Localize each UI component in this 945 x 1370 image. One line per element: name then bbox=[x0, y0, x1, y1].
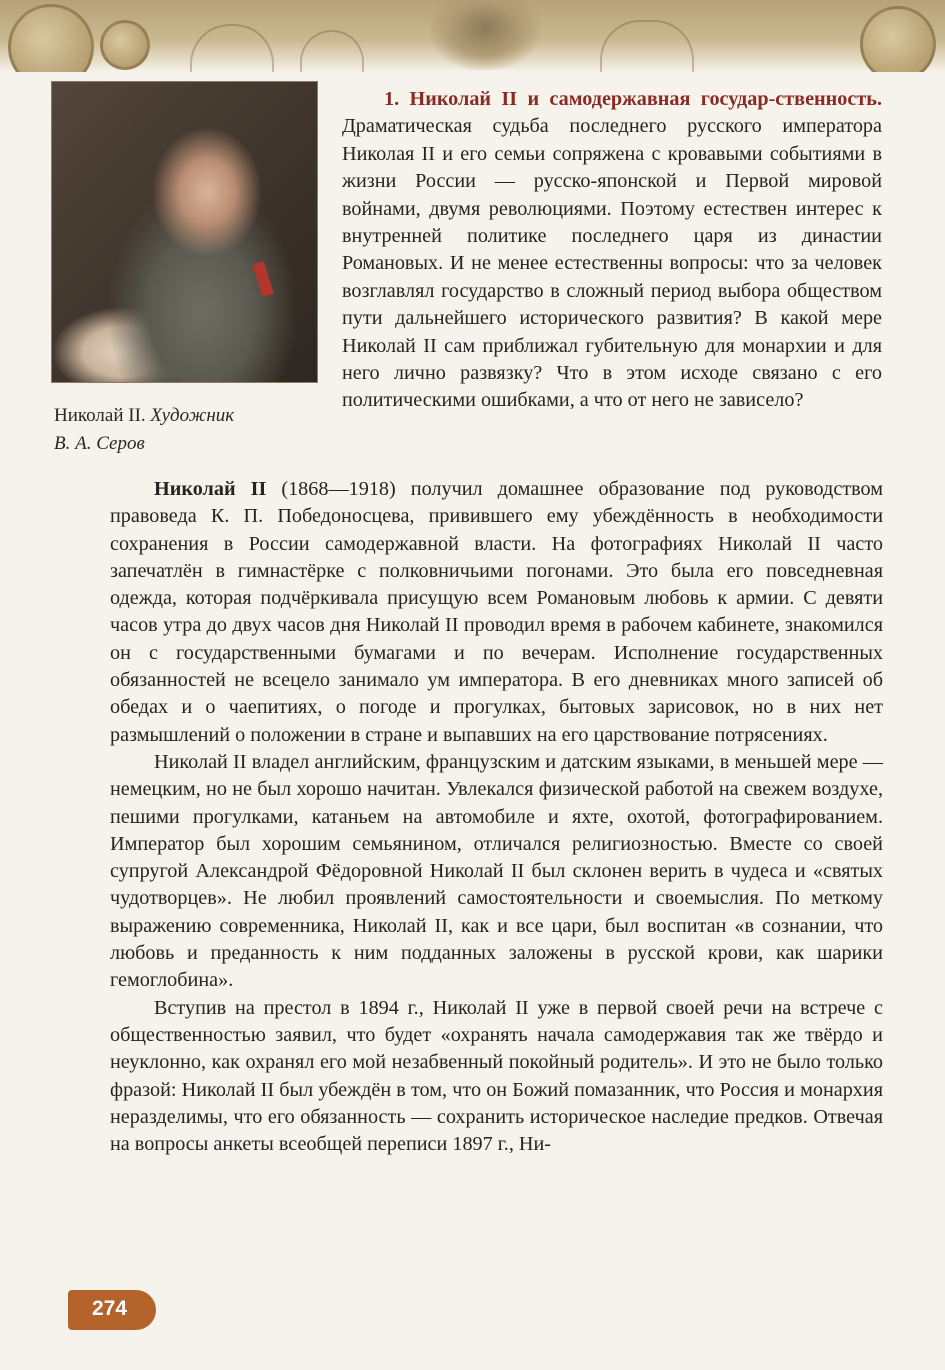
paragraph bbox=[110, 476, 883, 749]
decorative-header-banner bbox=[0, 0, 945, 72]
epaulet-detail bbox=[252, 261, 274, 297]
paragraph bbox=[110, 749, 883, 995]
arch-ornament bbox=[600, 20, 694, 72]
medal-ornament-small bbox=[100, 20, 150, 70]
arch-ornament bbox=[190, 24, 274, 72]
portrait-image-nicholas-ii bbox=[52, 82, 317, 382]
figure-caption bbox=[54, 402, 314, 458]
bold-name: Николай II bbox=[154, 478, 267, 500]
body-text bbox=[110, 476, 883, 1158]
section-intro-text: Драматическая судьба последнего русского императора Николая II и его семьи сопряжена с кровавыми событиями в жизни России — русско-японской и Первой мировой войнами, двумя революциями. Поэтому естествен интерес к внутренней политике последнего царя из династии Романовых. И не менее естественны вопросы: что за человек возглавлял государство в сложный период выбора обществом пути дальнейшего исторического развития? В какой мере Николай II сам приближал губительную для монархии и для него лично развязку? Что в этом исходе связано с его политическими ошибками, а что от него не зависело? bbox=[342, 115, 882, 412]
medal-ornament-left bbox=[8, 4, 94, 72]
caption-artist-name: В. А. Серов bbox=[54, 433, 145, 454]
portrait-ornament bbox=[430, 0, 540, 70]
section-intro bbox=[342, 86, 882, 415]
arch-ornament bbox=[300, 30, 364, 72]
paragraph-text: (1868—1918) получил домашнее образование под руководством правоведа К. П. Победоносцева, привившего ему убеждённость в необходимости сохранения в России самодержавной власти. На фотографиях Николай II часто запечатлён в гимнастёрке с полковничьими погонами. Это была его повседневная одежда, которая подчёркивала присущую всем Романовым любовь к армии. С девяти часов утра до двух часов дня Николай II проводил время в рабочем кабинете, знакомился он с государственными бумагами и по вечерам. Исполнение государственных обязанностей не всецело занимало ум императора. В его дневниках много записей об обедах и о чаепитиях, о погоде и прогулках, бытовых зарисовок, но в них нет размышлений о положении в стране и выпавших на его царствование потрясениях. bbox=[110, 478, 883, 746]
medal-ornament-right bbox=[860, 6, 936, 72]
caption-artist-label: Художник bbox=[150, 405, 235, 426]
paragraph-text: Николай II владел английским, французским и датским языками, в меньшей мере — немецким, но не был хорошо начитан. Увлекался физической работой на свежем воздухе, пешими прогулками, катаньем на автомобиле и яхте, охотой, фотографированием. Император был хорошим семьянином, отличался религиозностью. Вместе со своей супругой Александрой Фёдоровной Николай II был склонен верить в чудеса и «святых чудотворцев». Не любил проявлений самостоятельности и своемыслия. По меткому выражению современника, Николай II, как и все цари, был воспитан «в сознании, что любовь и преданность к ним подданных заложены в русской крови, как шарики гемоглобина». bbox=[110, 750, 883, 992]
paragraph-text: Вступив на престол в 1894 г., Николай II уже в первой своей речи на встрече с общественностью заявил, что будет «охранять начала самодержавия так же твёрдо и неуклонно, как охранял его мой незабвенный покойный родитель». И это не было только фразой: Николай II был убеждён в том, что он Божий помазанник, что Россия и монархия неразделимы, что его обязанность — сохранить историческое наследие предков. Отвечая на вопросы анкеты всеобщей переписи 1897 г., Ни- bbox=[110, 996, 883, 1156]
paragraph bbox=[110, 995, 883, 1159]
section-heading: 1. Николай II и самодержавная государ-ственность. bbox=[384, 88, 882, 110]
page-number: 274 bbox=[92, 1297, 128, 1320]
caption-subject: Николай II. bbox=[54, 405, 151, 426]
